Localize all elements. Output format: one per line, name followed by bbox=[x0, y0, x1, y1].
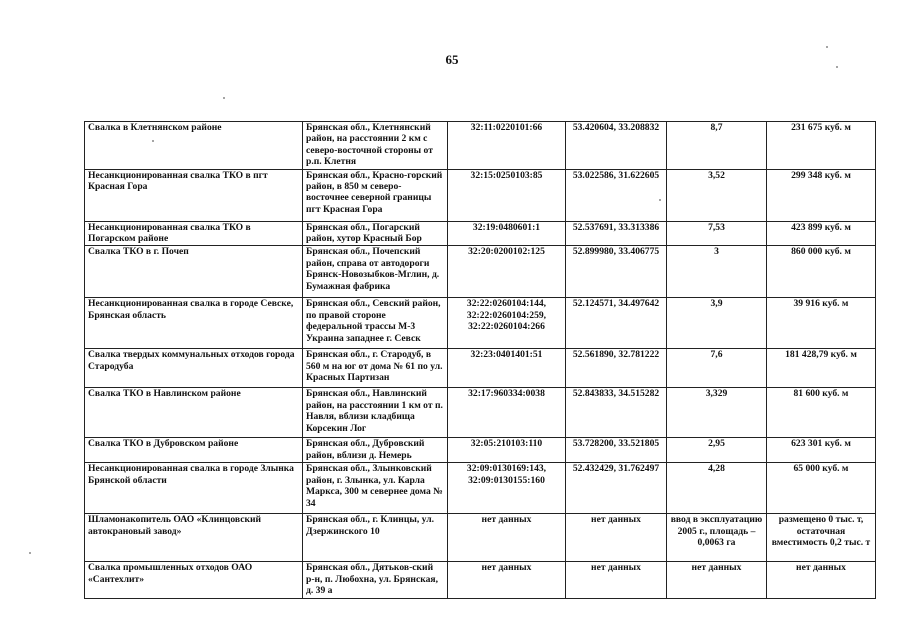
cell-location: Брянская обл., г. Клинцы, ул. Дзержинского 10 bbox=[303, 514, 448, 562]
cell-coordinates: 52.561890, 32.781222 bbox=[566, 349, 667, 388]
cell-area: 3 bbox=[667, 246, 767, 298]
cell-location: Брянская обл., Почепский район, справа от автодороги Брянск-Новозыбков-Мглин, д. Бумажная фабрика bbox=[303, 246, 448, 298]
cell-name: Свалка ТКО в Навлинском районе bbox=[85, 388, 303, 438]
cell-volume: 181 428,79 куб. м bbox=[767, 349, 876, 388]
cell-cadastral-number: 32:17:960334:0038 bbox=[448, 388, 566, 438]
scan-speck bbox=[223, 97, 225, 99]
cell-volume: нет данных bbox=[767, 562, 876, 598]
cell-coordinates: 52.124571, 34.497642 bbox=[566, 298, 667, 349]
cell-location: Брянская обл., Севский район, по правой стороне федеральной трассы М-3 Украина западнее г. Севск bbox=[303, 298, 448, 349]
cell-location: Брянская обл., Дубровский район, вблизи д. Немерь bbox=[303, 438, 448, 463]
cell-name: Свалка твердых коммунальных отходов города Стародуба bbox=[85, 349, 303, 388]
cell-location: Брянская обл., Красно-горский район, в 850 м северо-восточнее северной границы пгт Красная Гора bbox=[303, 169, 448, 221]
cell-coordinates: 52.843833, 34.515282 bbox=[566, 388, 667, 438]
table-row bbox=[85, 221, 876, 246]
cell-name: Свалка промышленных отходов ОАО «Сантехлит» bbox=[85, 562, 303, 598]
cell-coordinates: 52.899980, 33.406775 bbox=[566, 246, 667, 298]
cell-name: Свалка ТКО в Дубровском районе bbox=[85, 438, 303, 463]
cell-cadastral-number: 32:22:0260104:144, 32:22:0260104:259, 32:22:0260104:266 bbox=[448, 298, 566, 349]
cell-area: 2,95 bbox=[667, 438, 767, 463]
cell-area: 8,7 bbox=[667, 122, 767, 170]
cell-name: Свалка ТКО в г. Почеп bbox=[85, 246, 303, 298]
cell-coordinates: нет данных bbox=[566, 514, 667, 562]
cell-location: Брянская обл., г. Стародуб, в 560 м на юг от дома № 61 по ул. Красных Партизан bbox=[303, 349, 448, 388]
cell-coordinates: нет данных bbox=[566, 562, 667, 598]
cell-coordinates: 52.537691, 33.313386 bbox=[566, 221, 667, 246]
cell-cadastral-number: 32:15:0250103:85 bbox=[448, 169, 566, 221]
table-body bbox=[85, 122, 876, 599]
cell-cadastral-number: 32:11:0220101:66 bbox=[448, 122, 566, 170]
cell-area: ввод в эксплуатацию 2005 г., площадь – 0,0063 га bbox=[667, 514, 767, 562]
table-row bbox=[85, 514, 876, 562]
cell-area: 7,53 bbox=[667, 221, 767, 246]
table-row bbox=[85, 349, 876, 388]
cell-location: Брянская обл., Дятьков-ский р-н, п. Любохна, ул. Брянская, д. 39 а bbox=[303, 562, 448, 598]
table-row bbox=[85, 169, 876, 221]
cell-volume: размещено 0 тыс. т, остаточная вместимость 0,2 тыс. т bbox=[767, 514, 876, 562]
scan-speck bbox=[152, 140, 154, 142]
scan-speck bbox=[826, 46, 828, 48]
cell-location: Брянская обл., Навлинский район, на расстоянии 1 км от п. Навля, вблизи кладбища Корсекин Лог bbox=[303, 388, 448, 438]
cell-coordinates: 53.022586, 31.622605 bbox=[566, 169, 667, 221]
cell-name: Несанкционированная свалка в городе Севске, Брянская область bbox=[85, 298, 303, 349]
cell-cadastral-number: 32:19:0480601:1 bbox=[448, 221, 566, 246]
cell-location: Брянская обл., Погарский район, хутор Красный Бор bbox=[303, 221, 448, 246]
cell-area: 4,28 bbox=[667, 463, 767, 514]
cell-name: Несанкционированная свалка в городе Злынка Брянской области bbox=[85, 463, 303, 514]
cell-volume: 65 000 куб. м bbox=[767, 463, 876, 514]
table-row bbox=[85, 438, 876, 463]
cell-area: 3,329 bbox=[667, 388, 767, 438]
cell-volume: 623 301 куб. м bbox=[767, 438, 876, 463]
cell-cadastral-number: нет данных bbox=[448, 562, 566, 598]
cell-name: Несанкционированная свалка ТКО в Погарском районе bbox=[85, 221, 303, 246]
cell-volume: 299 348 куб. м bbox=[767, 169, 876, 221]
cell-name: Свалка в Клетнянском районе bbox=[85, 122, 303, 170]
cell-location: Брянская обл., Злынковский район, г. Злынка, ул. Карла Маркса, 300 м севернее дома № 34 bbox=[303, 463, 448, 514]
cell-volume: 231 675 куб. м bbox=[767, 122, 876, 170]
table-row bbox=[85, 463, 876, 514]
cell-coordinates: 53.728200, 33.521805 bbox=[566, 438, 667, 463]
scan-speck bbox=[29, 552, 31, 554]
cell-coordinates: 53.420604, 33.208832 bbox=[566, 122, 667, 170]
cell-area: 7,6 bbox=[667, 349, 767, 388]
cell-cadastral-number: 32:09:0130169:143, 32:09:0130155:160 bbox=[448, 463, 566, 514]
landfill-registry-table bbox=[84, 121, 876, 599]
cell-cadastral-number: нет данных bbox=[448, 514, 566, 562]
scan-speck bbox=[659, 199, 661, 201]
cell-name: Шламонакопитель ОАО «Клинцовский автокрановый завод» bbox=[85, 514, 303, 562]
cell-volume: 81 600 куб. м bbox=[767, 388, 876, 438]
page-number: 65 bbox=[445, 52, 459, 67]
cell-cadastral-number: 32:23:0401401:51 bbox=[448, 349, 566, 388]
cell-volume: 860 000 куб. м bbox=[767, 246, 876, 298]
cell-cadastral-number: 32:20:0200102:125 bbox=[448, 246, 566, 298]
cell-cadastral-number: 32:05:210103:110 bbox=[448, 438, 566, 463]
cell-location: Брянская обл., Клетнянский район, на расстоянии 2 км с северо-восточной стороны от р.п. Клетня bbox=[303, 122, 448, 170]
table-row bbox=[85, 562, 876, 598]
table-row bbox=[85, 122, 876, 170]
cell-name: Несанкционированная свалка ТКО в пгт Красная Гора bbox=[85, 169, 303, 221]
cell-area: 3,9 bbox=[667, 298, 767, 349]
cell-volume: 39 916 куб. м bbox=[767, 298, 876, 349]
cell-area: 3,52 bbox=[667, 169, 767, 221]
cell-area: нет данных bbox=[667, 562, 767, 598]
cell-coordinates: 52.432429, 31.762497 bbox=[566, 463, 667, 514]
table-row bbox=[85, 298, 876, 349]
scan-speck bbox=[836, 66, 838, 68]
table-row bbox=[85, 246, 876, 298]
table-row bbox=[85, 388, 876, 438]
cell-volume: 423 899 куб. м bbox=[767, 221, 876, 246]
